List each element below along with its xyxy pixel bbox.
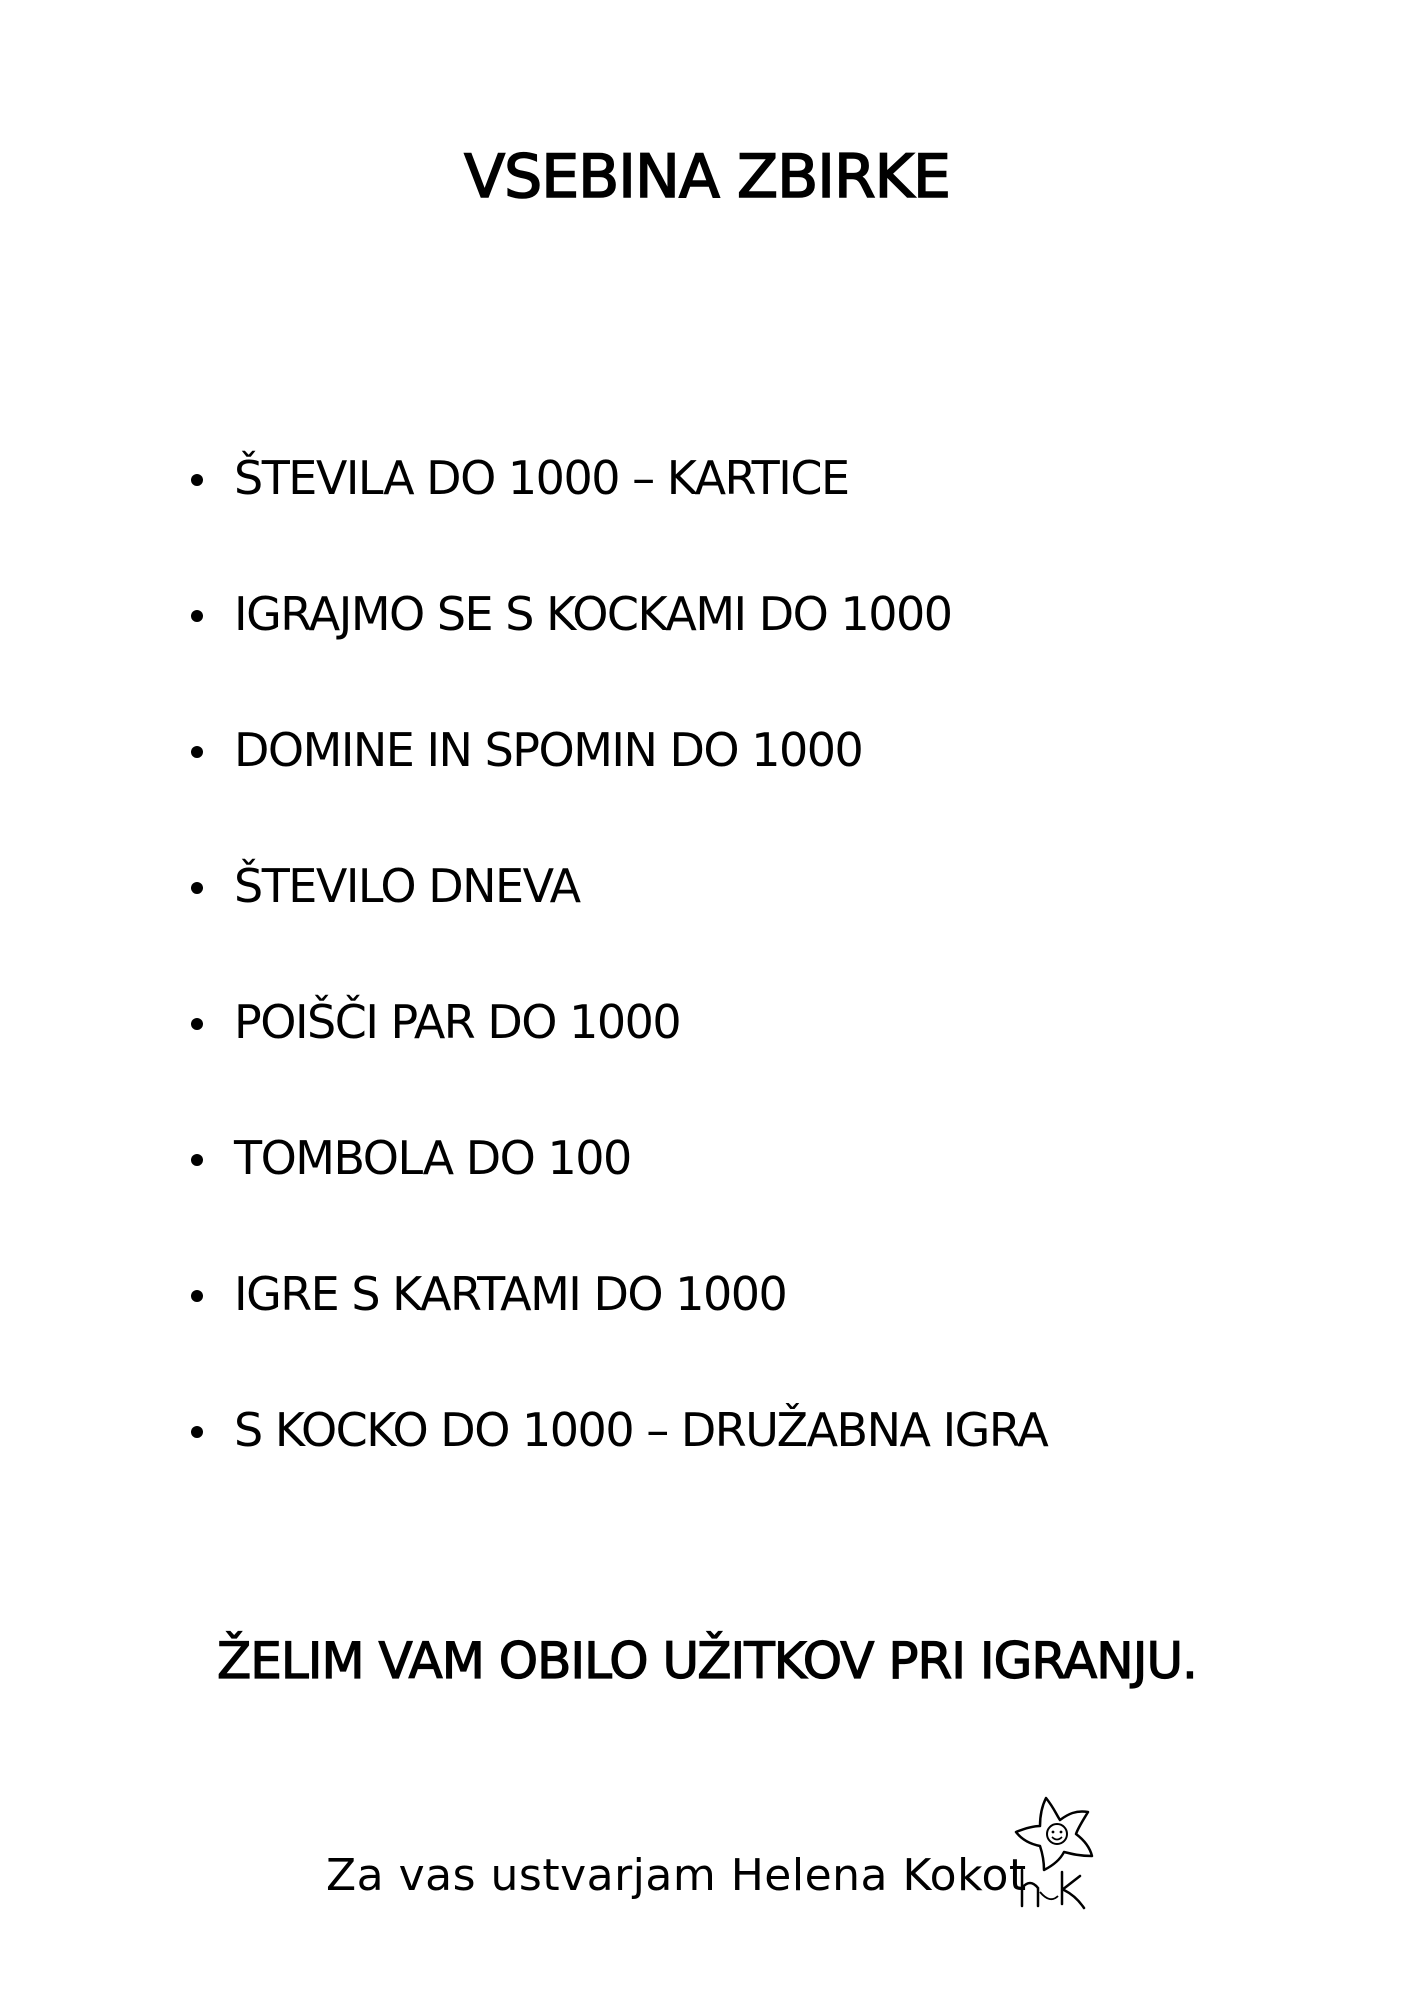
list-item — [188, 982, 1047, 1118]
bullet-icon — [191, 882, 203, 894]
list-item-label: DOMINE IN SPOMIN DO 1000 — [234, 723, 863, 777]
list-item-label: ŠTEVILA DO 1000 – KARTICE — [234, 451, 849, 505]
bullet-icon — [191, 1018, 203, 1030]
flower-star-logo-icon — [1000, 1792, 1120, 1912]
list-item — [188, 710, 1047, 846]
list-item-label: IGRE S KARTAMI DO 1000 — [234, 1267, 787, 1321]
page-title: VSEBINA ZBIRKE — [464, 142, 950, 212]
list-item — [188, 574, 1047, 710]
bullet-icon — [191, 1426, 203, 1438]
list-item-label: ŠTEVILO DNEVA — [234, 859, 580, 913]
contents-list — [188, 438, 1047, 1526]
list-item — [188, 1254, 1047, 1390]
bullet-icon — [191, 610, 203, 622]
list-item — [188, 1118, 1047, 1254]
bullet-icon — [191, 474, 203, 486]
list-item — [188, 438, 1047, 574]
list-item — [188, 846, 1047, 982]
list-item-label: POIŠČI PAR DO 1000 — [234, 995, 681, 1049]
list-item-label: TOMBOLA DO 100 — [234, 1131, 631, 1185]
list-item-label: IGRAJMO SE S KOCKAMI DO 1000 — [234, 587, 952, 641]
bullet-icon — [191, 746, 203, 758]
list-item-label: S KOCKO DO 1000 – DRUŽABNA IGRA — [234, 1403, 1048, 1457]
bullet-icon — [191, 1290, 203, 1302]
closing-message: ŽELIM VAM OBILO UŽITKOV PRI IGRANJU. — [217, 1632, 1197, 1690]
author-signature: Za vas ustvarjam Helena Kokot — [326, 1850, 1027, 1901]
list-item — [188, 1390, 1047, 1526]
bullet-icon — [191, 1154, 203, 1166]
